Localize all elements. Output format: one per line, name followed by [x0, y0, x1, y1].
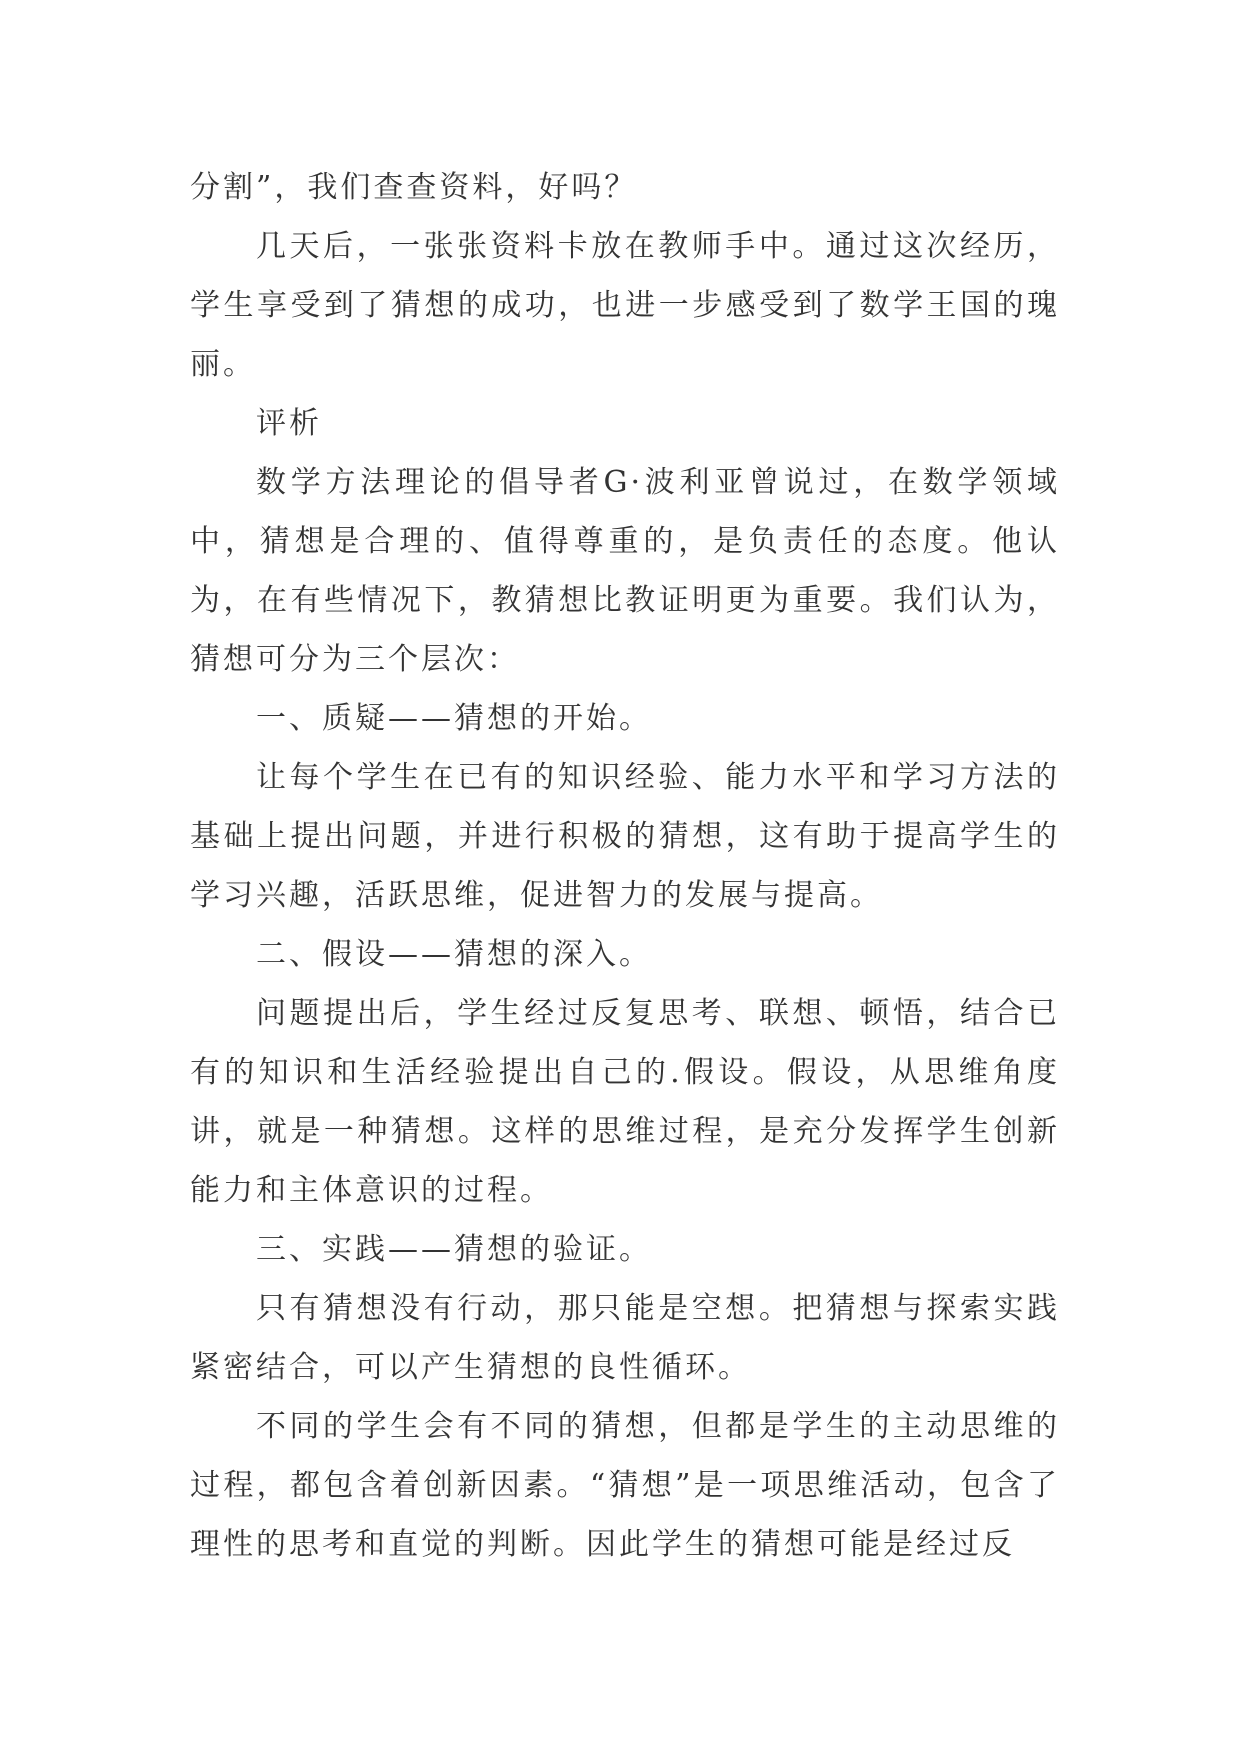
level-heading-1: 一、质疑——猜想的开始。: [256, 701, 652, 736]
level-heading-2: 二、假设——猜想的深入。: [256, 937, 652, 972]
paragraph-2: 几天后，一张张资料卡放在教师手中。通过这次经历，学生享受到了猜想的成功，也进一步感受到了数学王国的瑰丽。: [190, 229, 1060, 382]
section-heading-analysis: 评析: [256, 406, 322, 441]
paragraph-1: 分割”，我们查查资料，好吗？: [190, 170, 638, 205]
document-body: [190, 158, 1060, 1574]
level-heading-3: 三、实践——猜想的验证。: [256, 1232, 652, 1267]
paragraph-5: 问题提出后，学生经过反复思考、联想、顿悟，结合已有的知识和生活经验提出自己的.假设。假设，从思维角度讲，就是一种猜想。这样的思维过程，是充分发挥学生创新能力和主体意识的过程。: [190, 996, 1060, 1208]
paragraph-6: 只有猜想没有行动，那只能是空想。把猜想与探索实践紧密结合，可以产生猜想的良性循环。: [190, 1291, 1060, 1385]
paragraph-4: 让每个学生在已有的知识经验、能力水平和学习方法的基础上提出问题，并进行积极的猜想，这有助于提高学生的学习兴趣，活跃思维，促进智力的发展与提高。: [190, 760, 1060, 913]
paragraph-7: 不同的学生会有不同的猜想，但都是学生的主动思维的过程，都包含着创新因素。“猜想”是一项思维活动，包含了理性的思考和直觉的判断。因此学生的猜想可能是经过反: [190, 1409, 1060, 1562]
paragraph-3: 数学方法理论的倡导者G·波利亚曾说过，在数学领域中，猜想是合理的、值得尊重的，是负责任的态度。他认为，在有些情况下，教猜想比教证明更为重要。我们认为，猜想可分为三个层次：: [190, 465, 1060, 677]
